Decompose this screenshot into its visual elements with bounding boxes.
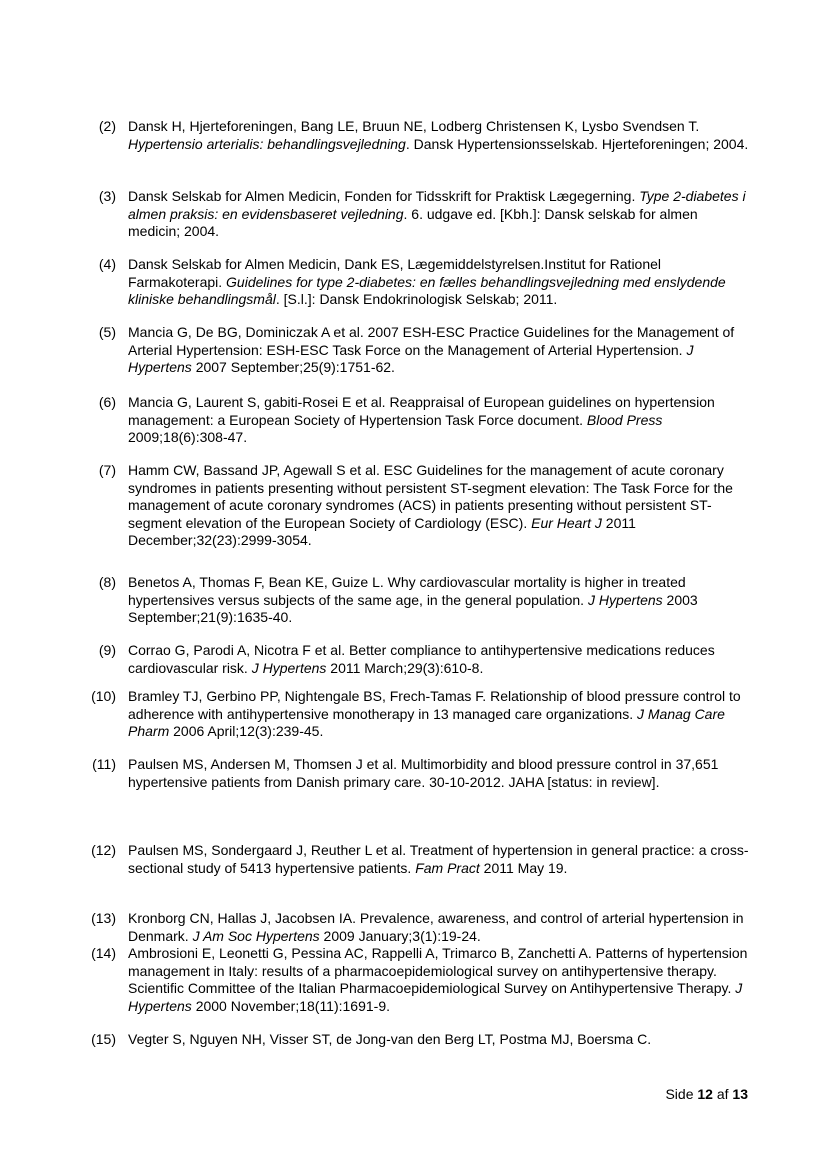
reference-number: (9) <box>98 642 116 658</box>
reference-text <box>128 1031 752 1049</box>
reference-segment: Benetos A, Thomas F, Bean KE, Guize L. Why cardiovascular mortality is higher in treated hypertensives versus subjects of the same age, in the general population. <box>128 574 686 608</box>
reference-segment: . [S.l.]: Dansk Endokrinologisk Selskab; 2011. <box>275 291 558 307</box>
reference-segment: Dansk Selskab for Almen Medicin, Dank ES, Lægemiddelstyrelsen.Institut for Rationel Farmakoterapi. <box>128 256 662 290</box>
reference-segment: 2009 January;3(1):19-24. <box>319 927 481 944</box>
reference-text <box>128 642 752 677</box>
reference-segment: . Dansk Hypertensionsselskab. Hjerteforeningen; 2004. <box>405 135 749 152</box>
reference-segment: Mancia G, De BG, Dominiczak A et al. 2007 ESH-ESC Practice Guidelines for the Management of Arterial Hypertension: ESH-ESC Task Force on the Management of Arterial Hypertension. <box>128 324 735 358</box>
reference-title-italic: J Manag Care Pharm <box>128 705 725 739</box>
reference-segment: Bramley TJ, Gerbino PP, Nightengale BS, Frech-Tamas F. Relationship of blood pressure control to adherence with antihypertensive monotherapy in 13 managed care organizations. <box>128 688 741 722</box>
reference-number: (11) <box>92 756 116 772</box>
reference-number: (2) <box>98 118 116 134</box>
reference-title-italic: Fam Pract <box>415 859 480 876</box>
reference-number: (3) <box>98 188 116 204</box>
reference-number: (7) <box>98 462 116 478</box>
reference-segment: Corrao G, Parodi A, Nicotra F et al. Better compliance to antihypertensive medications reduces cardiovascular risk. <box>128 642 715 676</box>
reference-segment: Dansk Selskab for Almen Medicin, Fonden for Tidsskrift for Praktisk Lægegerning. <box>128 188 640 204</box>
reference-number: (6) <box>98 394 116 410</box>
reference-segment: Paulsen MS, Sondergaard J, Reuther L et al. Treatment of hypertension in general practice: a cross-sectional study of 5413 hypertensive patients. <box>128 842 749 876</box>
reference-title-italic: Blood Press <box>586 411 663 428</box>
reference-title-italic: J Am Soc Hypertens <box>192 927 320 944</box>
page-footer <box>600 1086 748 1102</box>
reference-segment: Mancia G, Laurent S, gabiti-Rosei E et al. Reappraisal of European guidelines on hypertension management: a European Society of Hypertension Task Force document. <box>128 394 715 428</box>
reference-segment: Ambrosioni E, Leonetti G, Pessina AC, Rappelli A, Trimarco B, Zanchetti A. Patterns of hypertension management in Italy: results of a pharmacoepidemiological survey on antihypertensive therapy. Scientific Committee of the Italian Pharmacoepidemiological Survey on Antihypertensive Therapy. <box>128 945 748 996</box>
reference-number: (10) <box>91 688 116 704</box>
reference-segment: 2011 December;32(23):2999-3054. <box>128 514 636 548</box>
reference-text <box>128 256 752 309</box>
footer-middle: af <box>712 1086 733 1102</box>
reference-title-italic: J Hypertens <box>587 591 663 608</box>
reference-text <box>128 574 752 627</box>
reference-segment: Dansk H, Hjerteforeningen, Bang LE, Bruun NE, Lodberg Christensen K, Lysbo Svendsen T. <box>128 118 700 134</box>
reference-number: (4) <box>98 256 116 272</box>
reference-text <box>128 462 752 550</box>
reference-text <box>128 910 752 945</box>
reference-text <box>128 188 752 241</box>
reference-number: (13) <box>91 910 116 926</box>
reference-segment: Kronborg CN, Hallas J, Jacobsen IA. Prevalence, awareness, and control of arterial hypertension in Denmark. <box>128 910 744 944</box>
reference-title-italic: Hypertensio arterialis: behandlingsvejledning <box>128 135 406 152</box>
reference-number: (14) <box>91 945 116 961</box>
reference-text <box>128 688 752 741</box>
reference-number: (12) <box>91 842 116 858</box>
reference-title-italic: Type 2-diabetes i almen praksis: en evidensbaseret vejledning <box>128 188 746 222</box>
reference-segment: 2007 September;25(9):1751-62. <box>191 359 395 375</box>
reference-number: (15) <box>91 1031 116 1047</box>
reference-title-italic: J Hypertens <box>128 341 694 375</box>
reference-text <box>128 945 752 1015</box>
reference-text <box>128 756 752 791</box>
reference-text <box>128 324 752 377</box>
reference-segment: 2006 April;12(3):239-45. <box>169 723 324 739</box>
reference-segment: Vegter S, Nguyen NH, Visser ST, de Jong-van den Berg LT, Postma MJ, Boersma C. <box>128 1031 652 1047</box>
reference-text <box>128 842 752 877</box>
reference-segment: Paulsen MS, Andersen M, Thomsen J et al. Multimorbidity and blood pressure control in 37,651 hypertensive patients from Danish primary care. 30-10-2012. JAHA [status: in review]. <box>128 756 719 790</box>
reference-segment: Hamm CW, Bassand JP, Agewall S et al. ESC Guidelines for the management of acute coronary syndromes in patients presenting without persistent ST-segment elevation: The Task Force for the management of acute coronary syndromes (ACS) in patients presenting without persistent ST-segment elevation of the European Society of Cardiology (ESC). <box>128 462 733 531</box>
reference-number: (5) <box>98 324 116 340</box>
reference-segment: 2003 September;21(9):1635-40. <box>128 591 698 625</box>
footer-page-total: 13 <box>732 1086 748 1102</box>
reference-text <box>128 394 752 447</box>
reference-segment: . 6. udgave ed. [Kbh.]: Dansk selskab for almen medicin; 2004. <box>128 205 698 239</box>
reference-title-italic: J Hypertens <box>251 659 327 676</box>
reference-segment: 2009;18(6):308-47. <box>128 429 248 445</box>
reference-number: (8) <box>98 574 116 590</box>
reference-segment: 2000 November;18(11):1691-9. <box>191 997 391 1014</box>
reference-segment: 2011 May 19. <box>479 859 568 876</box>
reference-text <box>128 118 752 153</box>
reference-title-italic: Guidelines for type 2-diabetes: en fælles behandlingsvejledning med enslydende kliniske behandlingsmål <box>128 273 726 307</box>
reference-title-italic: J Hypertens <box>128 980 743 1014</box>
footer-prefix: Side <box>665 1086 698 1102</box>
reference-title-italic: Eur Heart J <box>531 514 602 531</box>
reference-segment: 2011 March;29(3):610-8. <box>326 659 484 676</box>
footer-page-number: 12 <box>697 1086 713 1102</box>
